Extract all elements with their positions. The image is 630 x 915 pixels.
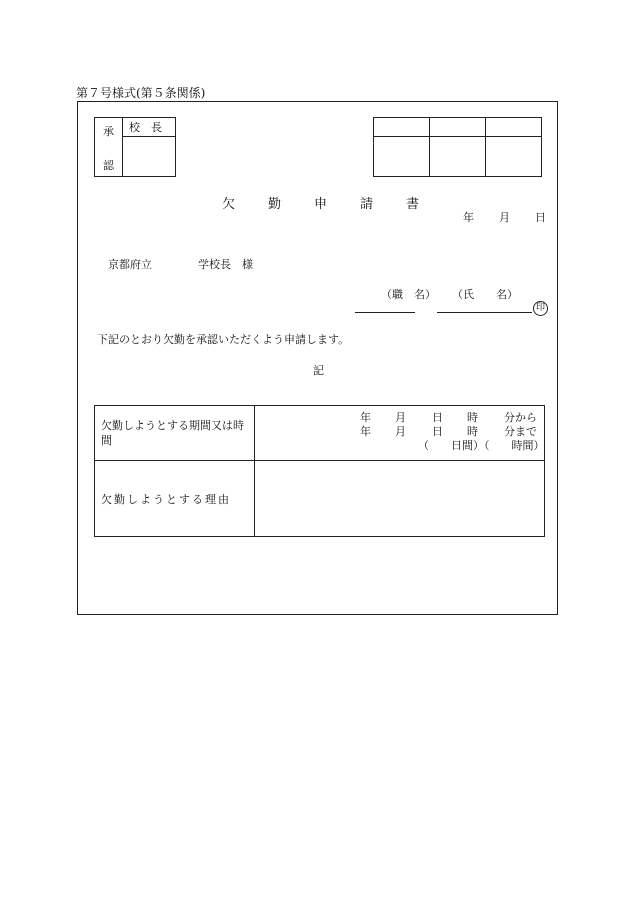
addressee-prefecture: 京都府立: [108, 258, 152, 271]
date-day: 日: [535, 211, 546, 224]
to-month: 月: [395, 425, 406, 438]
title-char: 申: [314, 197, 328, 212]
from-hour: 時: [467, 411, 478, 424]
period-to-row: [360, 425, 545, 439]
reason-value-cell[interactable]: [255, 461, 545, 537]
approval-box: [94, 117, 176, 177]
post-underline[interactable]: [355, 312, 415, 313]
date-month: 月: [499, 211, 510, 224]
period-total-row: （ 日間）（ 時間）: [418, 439, 545, 452]
stamp-header-3: [486, 118, 542, 137]
to-day: 日: [432, 425, 443, 438]
intro-statement: 下記のとおり欠勤を承認いただくよう申請します。: [97, 333, 350, 346]
title-char: 書: [406, 197, 420, 212]
approval-vertical-label: [95, 118, 123, 177]
reason-label: 欠勤しようとする理由: [95, 461, 255, 537]
date-year: 年: [463, 211, 474, 224]
from-day: 日: [432, 411, 443, 424]
document-title: [222, 193, 452, 212]
from-month: 月: [395, 411, 406, 424]
application-date: [463, 209, 546, 225]
period-entry: [360, 411, 545, 453]
to-year: 年: [360, 425, 371, 438]
period-from-row: [360, 411, 545, 425]
stamp-cell-2[interactable]: [430, 137, 486, 177]
form-number-label: 第７号様式(第５条関係): [76, 86, 206, 100]
approval-char-1: 承: [103, 125, 114, 138]
name-underline[interactable]: [437, 312, 532, 313]
to-hour: 時: [467, 425, 478, 438]
addressee-principal: 学校長 様: [198, 258, 253, 271]
principal-stamp-cell[interactable]: [123, 137, 176, 177]
applicant-post-label: （職 名）: [381, 288, 436, 301]
stamp-cell-3[interactable]: [486, 137, 542, 177]
title-char: 勤: [268, 197, 282, 212]
period-label: 欠勤しようとする期間又は時間: [95, 406, 255, 461]
stamp-cell-1[interactable]: [374, 137, 430, 177]
from-minute: 分から: [504, 411, 537, 424]
title-char: 請: [360, 197, 374, 212]
to-minute: 分まで: [504, 425, 537, 438]
from-year: 年: [360, 411, 371, 424]
ki-heading: 記: [313, 364, 324, 377]
addressee: [108, 256, 253, 272]
applicant-name-label: （氏 名）: [452, 288, 518, 301]
title-char: 欠: [222, 197, 236, 212]
stamp-grid: [373, 117, 542, 177]
principal-header: 校 長: [123, 118, 176, 137]
form-frame: [77, 101, 558, 615]
stamp-header-1: [374, 118, 430, 137]
approval-char-2: 認: [103, 159, 114, 172]
seal-mark: 印: [533, 301, 548, 316]
stamp-header-2: [430, 118, 486, 137]
